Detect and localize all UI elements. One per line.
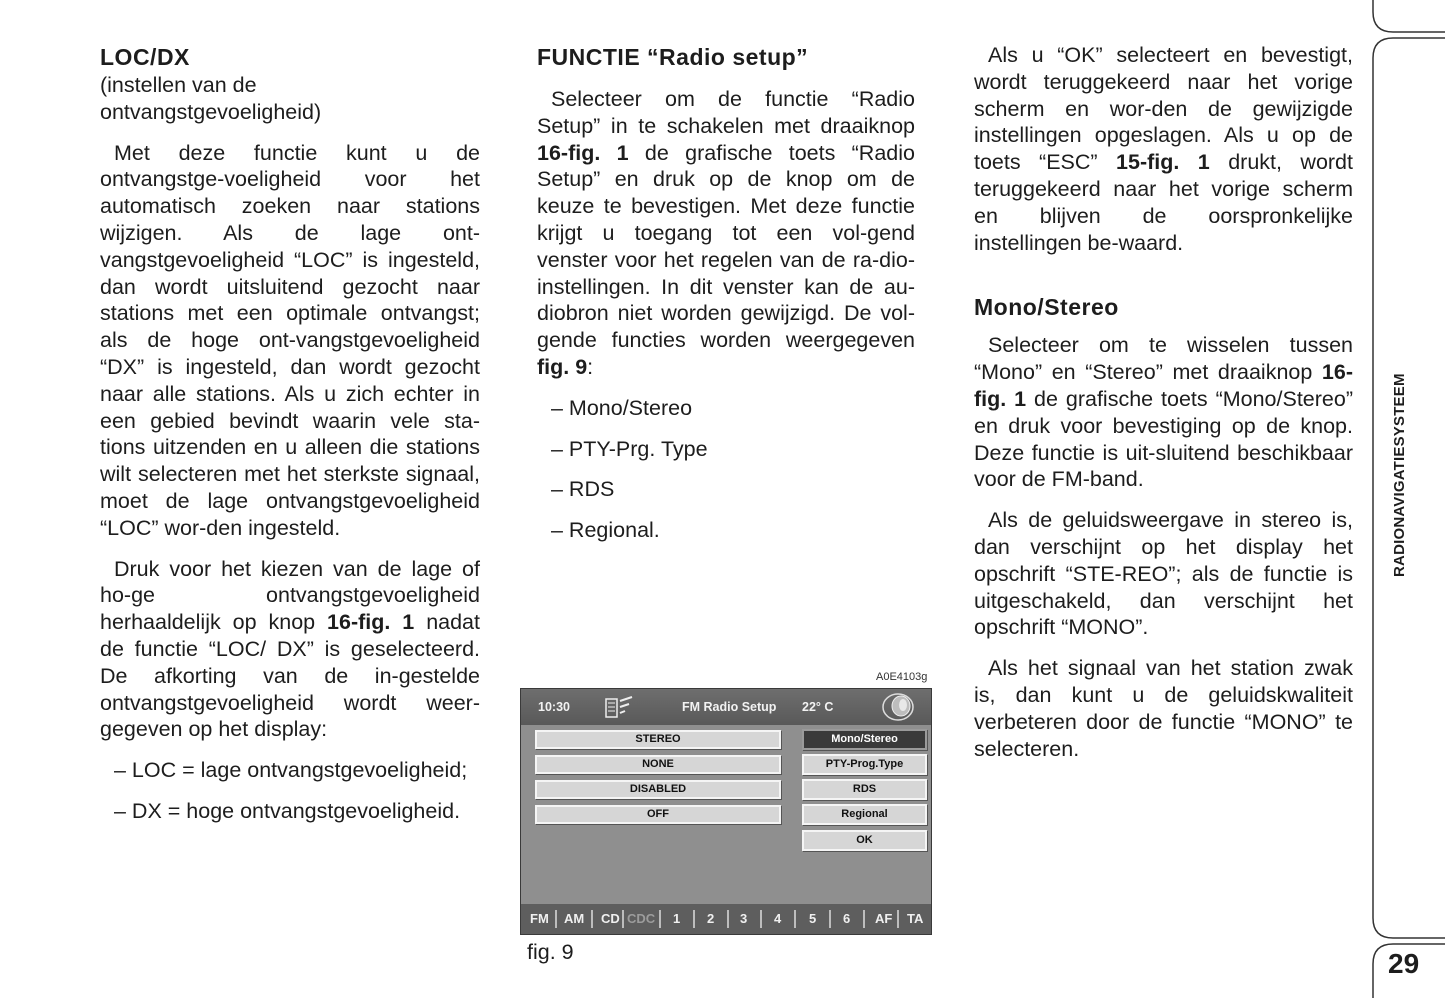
- screen-title: FM Radio Setup: [682, 700, 777, 714]
- preset-2-button[interactable]: 2: [707, 911, 715, 926]
- figure-caption: fig. 9: [527, 940, 574, 964]
- cd-button[interactable]: CD: [601, 911, 620, 926]
- paragraph: Als u “OK” selecteert en bevestigt, wordt teruggekeerd naar het vorige scherm en wor-den de gewijzigde instellingen opgeslagen. Als u op de toets “ESC” 15-fig. 1 drukt, wordt teruggekeerd naar het vorige scherm en blijven de oorspronkelijke instellingen be-waard.: [974, 43, 1353, 255]
- value-field: STEREO: [535, 730, 781, 749]
- radio-setup-screen: [520, 688, 932, 935]
- radio-settings-icon: [605, 695, 635, 722]
- list-item: – Regional.: [551, 518, 660, 543]
- cdc-button[interactable]: CDC: [627, 911, 656, 926]
- rds-button[interactable]: RDS: [802, 779, 927, 800]
- fm-button[interactable]: FM: [530, 911, 549, 926]
- screen-temperature: 22° C: [802, 700, 834, 714]
- volume-knob-icon: [879, 691, 917, 726]
- list-item: – PTY-Prg. Type: [551, 436, 708, 461]
- figure-code: A0E4103g: [876, 671, 928, 683]
- subheading-loc-dx: (instellen van de ontvangstgevoeligheid): [100, 73, 322, 124]
- preset-6-button[interactable]: 6: [843, 911, 851, 926]
- page-number: 29: [1388, 948, 1420, 979]
- list-item: – LOC = lage ontvangstgevoeligheid;: [114, 758, 468, 783]
- af-button[interactable]: AF: [875, 911, 893, 926]
- source-bar: [521, 904, 931, 934]
- pty-prog-type-button[interactable]: PTY-Prog.Type: [802, 754, 927, 775]
- am-button[interactable]: AM: [564, 911, 585, 926]
- paragraph: Met deze functie kunt u de ontvangstge-voeligheid voor het automatisch zoeken naar stations wijzigen. Als de lage ont-vangstgevoeligheid “LOC” is ingesteld, dan wordt uitsluitend gezocht naar stations met een optimale ontvangst; als de hoge ont-vangstgevoeligheid “DX” is ingesteld, dan wordt gezocht naar alle stations. Als u zich echter in een gebied bevindt waarin vele sta-tions uitzenden en u alleen die stations wilt selecteren met het sterkste signaal, moet de lage ontvangstgevoeligheid “LOC” wor-den ingesteld.: [100, 140, 480, 540]
- value-field: OFF: [535, 805, 781, 824]
- paragraph: Als de geluidsweergave in stereo is, dan verschijnt op het display het opschrift “STE-REO”; als de functie is uitgeschakeld, dan verschijnt het opschrift “MONO”.: [974, 508, 1353, 640]
- paragraph: Druk voor het kiezen van de lage of ho-ge ontvangstgevoeligheid herhaaldelijk op knop 16-fig. 1 nadat de functie “LOC/ DX” is geselecteerd. De afkorting van de in-gestelde ontvangstgevoeligheid wordt weer-gegeven op het display:: [100, 556, 480, 742]
- ok-button[interactable]: OK: [802, 830, 927, 851]
- list-item: – Mono/Stereo: [551, 395, 693, 420]
- screen-time: 10:30: [538, 700, 570, 714]
- value-field: DISABLED: [535, 780, 781, 799]
- screen-header: [521, 689, 931, 725]
- preset-1-button[interactable]: 1: [673, 911, 681, 926]
- value-field: NONE: [535, 755, 781, 774]
- list-item: – RDS: [551, 477, 615, 502]
- section-tab: RADIONAVIGATIESYSTEEM: [1391, 373, 1408, 577]
- paragraph: Selecteer om de functie “Radio Setup” in te schakelen met draaiknop 16-fig. 1 de grafische toets “Radio Setup” en druk op de knop om de keuze te bevestigen. Met deze functie krijgt u toegang tot een vol-gend venster voor het regelen van de ra-dio-instellingen. In dit venster kan de au-diobron niet worden gewijzigd. De vol-gende functies worden weergegeven fig. 9:: [537, 87, 915, 379]
- paragraph: Als het signaal van het station zwak is, dan kunt u de geluidskwaliteit verbeteren door de functie “MONO” te selecteren.: [974, 656, 1353, 761]
- ta-button[interactable]: TA: [907, 911, 924, 926]
- paragraph: Selecteer om te wisselen tussen “Mono” en “Stereo” met draaiknop 16-fig. 1 de grafische toets “Mono/Stereo” en druk voor bevestiging op de knop. Deze functie is uit-sluitend beschikbaar voor de FM-band.: [974, 333, 1353, 492]
- preset-4-button[interactable]: 4: [774, 911, 782, 926]
- heading-loc-dx: LOC/DX: [100, 44, 190, 70]
- list-item: – DX = hoge ontvangstgevoeligheid.: [114, 798, 461, 823]
- column-2: [537, 42, 915, 558]
- column-3: [974, 42, 1353, 776]
- preset-5-button[interactable]: 5: [809, 911, 817, 926]
- mono-stereo-button[interactable]: Mono/Stereo: [802, 729, 927, 750]
- preset-3-button[interactable]: 3: [740, 911, 748, 926]
- heading-radio-setup: FUNCTIE “Radio setup”: [537, 44, 809, 70]
- regional-button[interactable]: Regional: [802, 804, 927, 825]
- column-1: [100, 42, 480, 839]
- heading-mono-stereo: Mono/Stereo: [974, 294, 1119, 321]
